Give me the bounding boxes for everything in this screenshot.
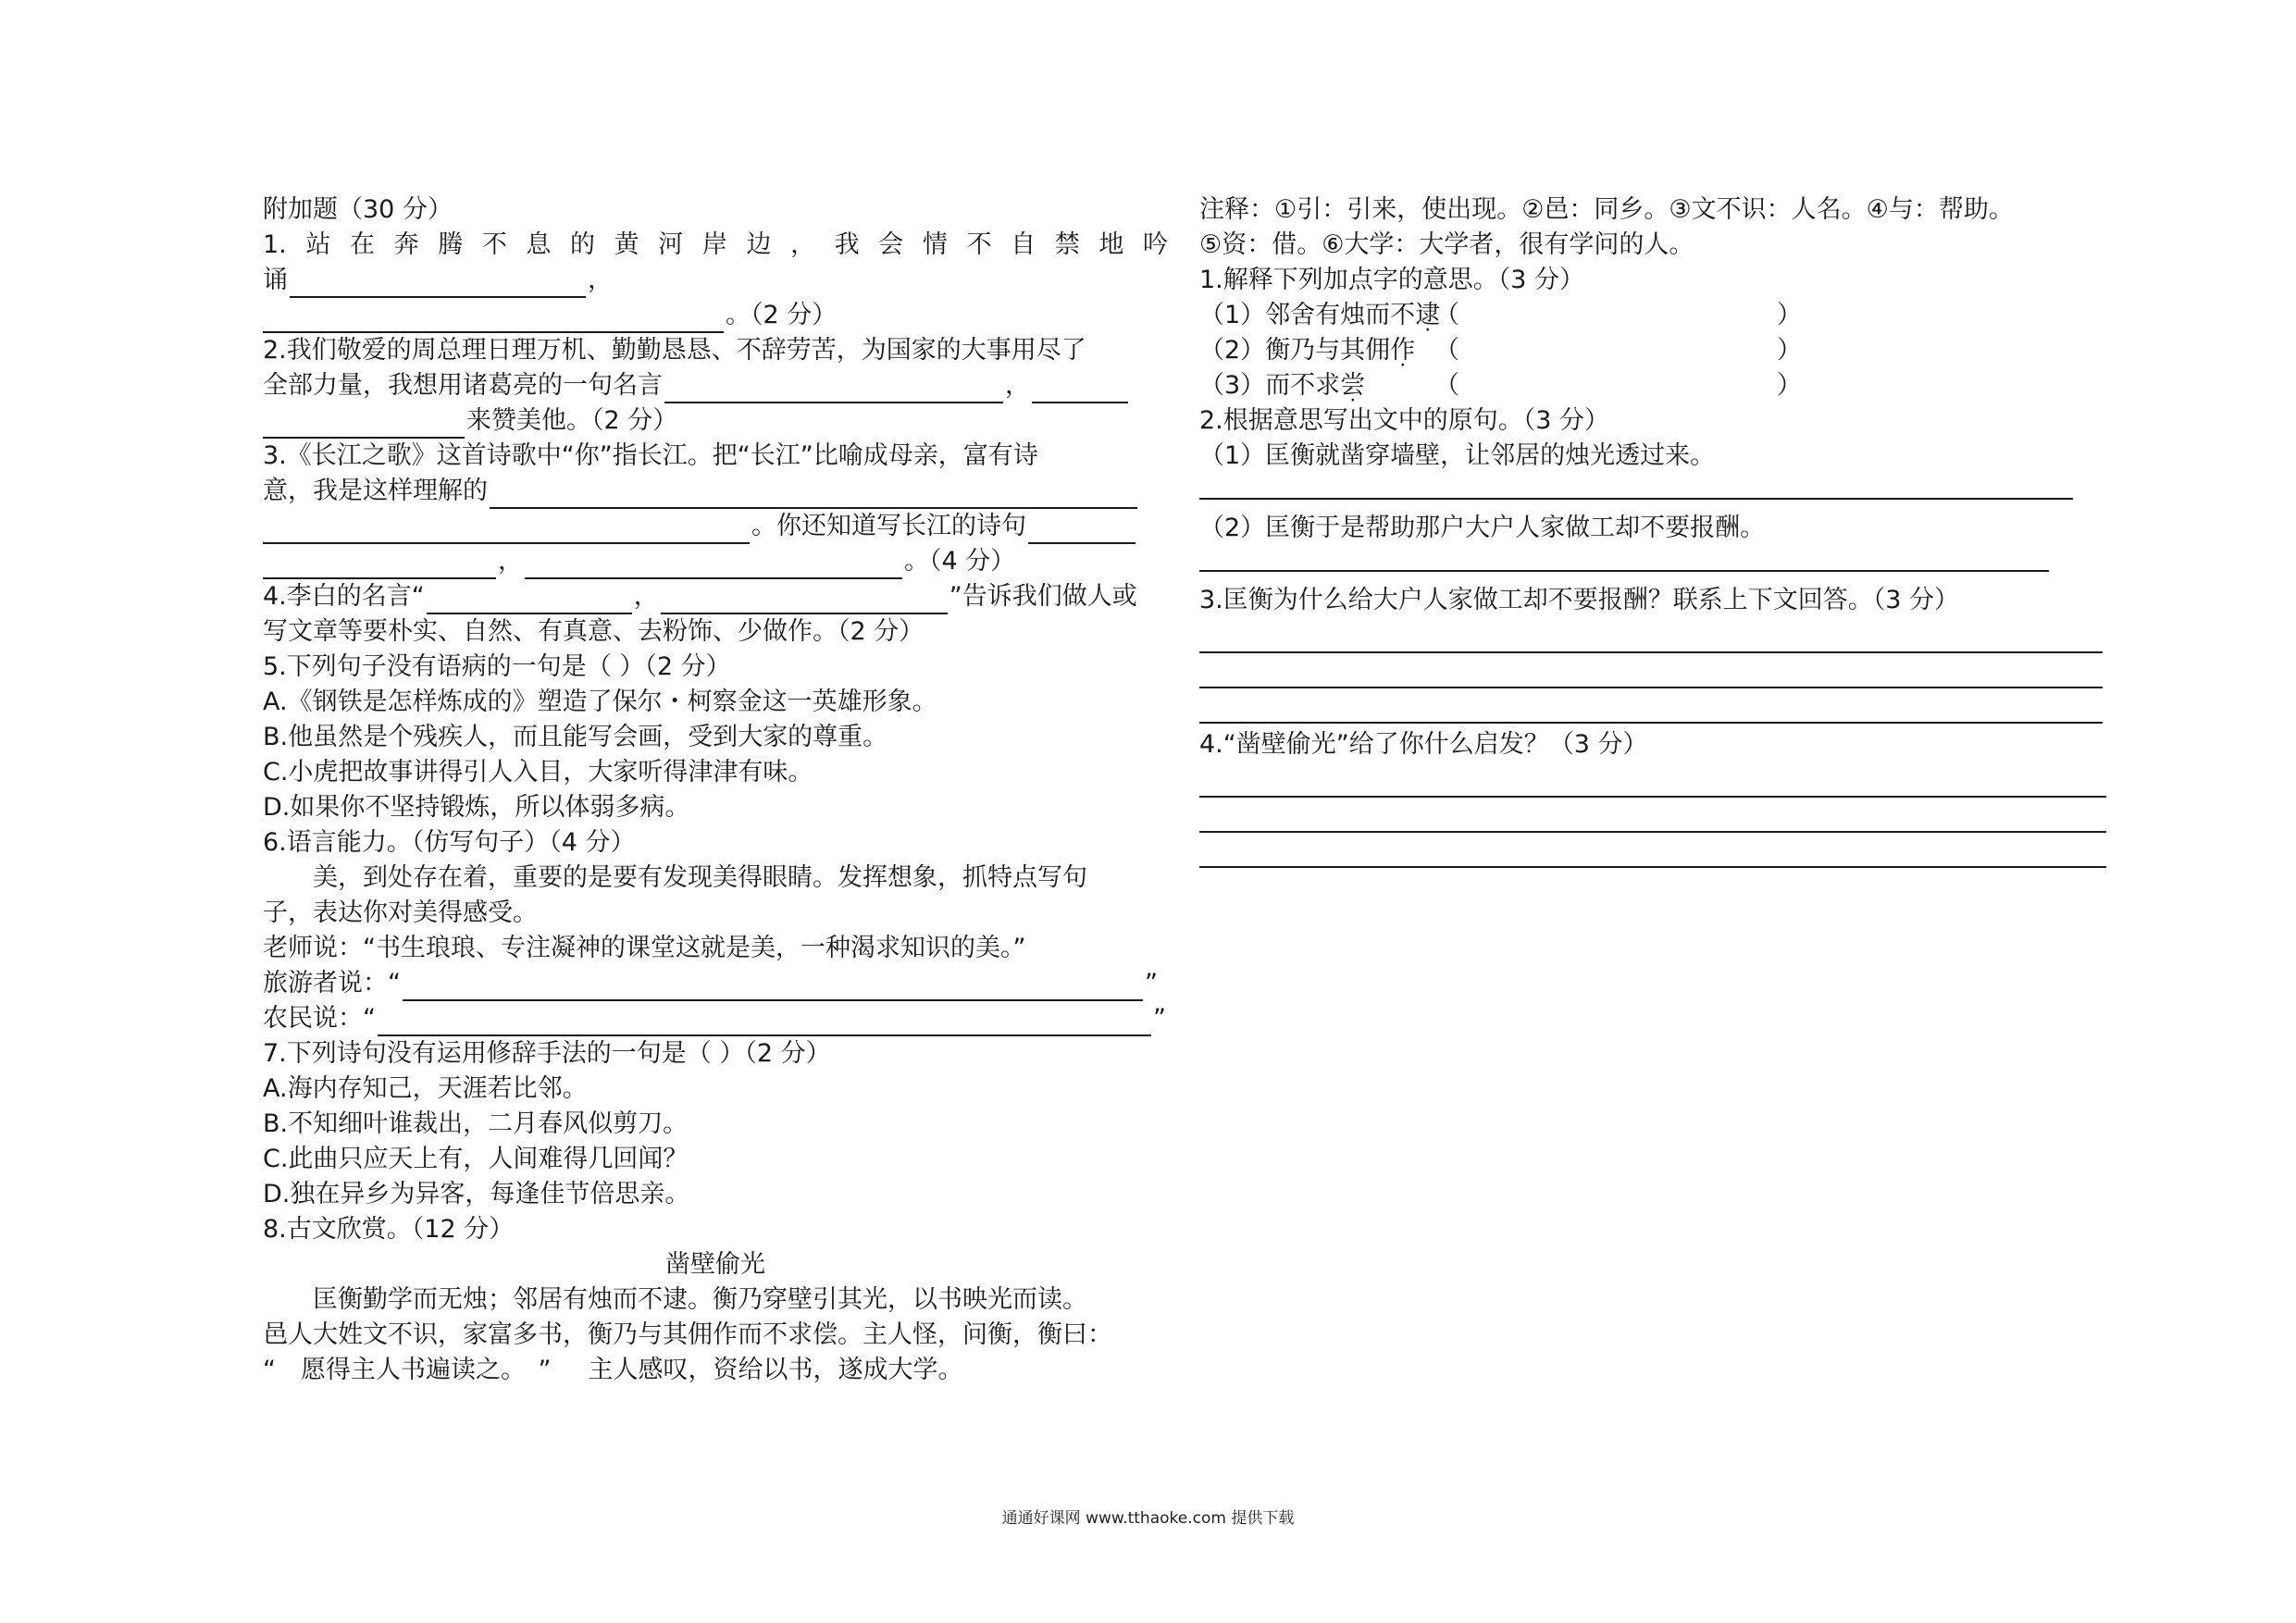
q3-text-2: 。你还知道写长江的诗句 bbox=[751, 512, 1026, 540]
paren-close: ） bbox=[1777, 371, 1802, 400]
poem-line-2: 邑人大姓文不识，家富多书，衡乃与其佣作而不求偿。主人怪，问衡，衡曰： bbox=[263, 1320, 1112, 1349]
q2-line-2 bbox=[263, 368, 1168, 403]
q2-blank-2[interactable] bbox=[1032, 374, 1128, 403]
q6-teacher: 老师说：“书生琅琅、专注凝神的课堂这就是美，一种渴求知识的美。” bbox=[263, 934, 1026, 962]
q5-option-c[interactable]: C.小虎把故事讲得引人入目，大家听得津津有味。 bbox=[263, 758, 813, 787]
r1-item-2 bbox=[1199, 333, 2116, 368]
left-column bbox=[263, 192, 1168, 1388]
q4-text-2: ”告诉我们做人或 bbox=[949, 582, 1137, 611]
q6-prompt-2: 子，表达你对美得感受。 bbox=[263, 898, 538, 927]
q2-blank-1[interactable] bbox=[664, 374, 1003, 403]
q1-blank-2[interactable] bbox=[263, 304, 724, 333]
q6-tourist-blank[interactable] bbox=[403, 972, 1143, 1001]
q5-stem: 5.下列句子没有语病的一句是（ ）（2 分） bbox=[263, 652, 731, 681]
q3-line-2 bbox=[263, 474, 1168, 509]
q1-char: 岸 bbox=[701, 230, 727, 259]
q3-score: 。（4 分） bbox=[904, 547, 1016, 576]
q1-char: 站 bbox=[305, 230, 331, 259]
paren-open: （ bbox=[1434, 336, 1459, 365]
section-heading: 附加题（30 分） bbox=[263, 195, 453, 224]
q1-char: 地 bbox=[1098, 230, 1124, 259]
r2-stem: 2.根据意思写出文中的原句。（3 分） bbox=[1199, 406, 1610, 435]
q2-comma: ， bbox=[1005, 371, 1030, 400]
q1-line-2 bbox=[263, 263, 1168, 298]
q2-line-3 bbox=[263, 403, 1168, 439]
r4-answer-line-3[interactable] bbox=[1199, 833, 2106, 868]
note-line-2: ⑤资：借。⑥大学：大学者，很有学问的人。 bbox=[1199, 230, 1694, 259]
q7-option-a[interactable]: A.海内存知己，天涯若比邻。 bbox=[263, 1074, 588, 1103]
dotted-char: 作 bbox=[1390, 336, 1416, 365]
paren-close: ） bbox=[1777, 336, 1802, 365]
q1-char: 会 bbox=[878, 230, 904, 259]
q6-close-quote: ” bbox=[1153, 1004, 1166, 1033]
dotted-char: 尝 bbox=[1340, 371, 1366, 400]
q4-blank-1[interactable] bbox=[427, 585, 632, 614]
q2-blank-3[interactable] bbox=[263, 409, 465, 439]
r4-stem: 4.“凿壁偷光”给了你什么启发？（3 分） bbox=[1199, 730, 1648, 759]
r1-pre: （3）而不求 bbox=[1199, 371, 1341, 400]
r3-answer-line-2[interactable] bbox=[1199, 653, 2103, 688]
q1-char: 自 bbox=[1011, 230, 1036, 259]
q5-option-a[interactable]: A.《钢铁是怎样炼成的》塑造了保尔・柯察金这一英雄形象。 bbox=[263, 688, 937, 716]
q4-line-1 bbox=[263, 579, 1168, 614]
q4-comma: ， bbox=[633, 582, 659, 611]
q5-option-b[interactable]: B.他虽然是个残疾人，而且能写会画，受到大家的尊重。 bbox=[263, 723, 888, 751]
q3-blank-4[interactable] bbox=[263, 550, 496, 579]
q1-text: 诵 bbox=[263, 266, 288, 294]
q8-stem: 8.古文欣赏。（12 分） bbox=[263, 1215, 515, 1244]
q1-comma: ， bbox=[588, 266, 613, 294]
q6-stem: 6.语言能力。（仿写句子）（4 分） bbox=[263, 828, 636, 857]
poem-quote: “ 愿得主人书遍读之。 ” bbox=[263, 1356, 552, 1384]
r1-item-3 bbox=[1199, 368, 2116, 403]
q3-blank-1[interactable] bbox=[490, 479, 1137, 509]
r2-item-2: （2）匡衡于是帮助那户大户人家做工却不要报酬。 bbox=[1199, 514, 1766, 542]
r1-stem: 1.解释下列加点字的意思。（3 分） bbox=[1199, 266, 1585, 294]
q1-char: 不 bbox=[966, 230, 992, 259]
poem-line-3 bbox=[263, 1353, 1168, 1388]
poem-ending: 主人感叹，资给以书，遂成大学。 bbox=[588, 1356, 963, 1384]
r4-answer-line-2[interactable] bbox=[1199, 798, 2106, 833]
q3-line-4 bbox=[263, 544, 1168, 579]
r3-answer-line-3[interactable] bbox=[1199, 688, 2103, 724]
q1-char: 禁 bbox=[1054, 230, 1080, 259]
q7-option-c[interactable]: C.此曲只应天上有，人间难得几回闻？ bbox=[263, 1145, 689, 1173]
r3-answer-line-1[interactable] bbox=[1199, 618, 2103, 653]
q5-option-d[interactable]: D.如果你不坚持锻炼，所以体弱多病。 bbox=[263, 793, 690, 822]
paren-open: （ bbox=[1434, 371, 1459, 400]
q1-char: 奔 bbox=[393, 230, 419, 259]
q1-char: 我 bbox=[834, 230, 860, 259]
r1-pre: （2）衡乃与其佣 bbox=[1199, 336, 1391, 365]
paren-open: （ bbox=[1434, 301, 1459, 329]
q3-blank-2[interactable] bbox=[263, 514, 750, 544]
q4-line-2: 写文章等要朴实、自然、有真意、去粉饰、少做作。（2 分） bbox=[263, 617, 925, 646]
footer-credit: 通通好课网 www.tthaoke.com 提供下载 bbox=[1001, 1509, 1295, 1528]
r1-item-label bbox=[1199, 333, 1434, 368]
paren-close: ） bbox=[1777, 301, 1802, 329]
q1-char: 的 bbox=[570, 230, 596, 259]
q1-char: 不 bbox=[481, 230, 507, 259]
q1-char: 腾 bbox=[438, 230, 464, 259]
dotted-char: 逮 bbox=[1415, 301, 1441, 329]
q6-farmer-label: 农民说：“ bbox=[263, 1004, 376, 1033]
q6-tourist-label: 旅游者说：“ bbox=[263, 969, 401, 997]
r1-item-label bbox=[1199, 298, 1441, 333]
q2-text: 全部力量，我想用诸葛亮的一句名言 bbox=[263, 371, 663, 400]
right-column bbox=[1199, 192, 2116, 868]
r1-item-1 bbox=[1199, 298, 2116, 333]
q3-line-3 bbox=[263, 509, 1168, 544]
q1-char: 边 bbox=[746, 230, 772, 259]
q3-blank-3[interactable] bbox=[1028, 514, 1136, 544]
q2-score: 来赞美他。（2 分） bbox=[466, 406, 678, 435]
q1-char: 黄 bbox=[614, 230, 639, 259]
r2-answer-line-2[interactable] bbox=[1199, 546, 2049, 572]
q6-farmer-blank[interactable] bbox=[378, 1007, 1151, 1036]
q7-option-d[interactable]: D.独在异乡为异客，每逢佳节倍思亲。 bbox=[263, 1180, 690, 1208]
r1-pre: （1）邻舍有烛而不 bbox=[1199, 301, 1416, 329]
q1-char: 吟 bbox=[1142, 230, 1168, 259]
q4-blank-2[interactable] bbox=[661, 585, 948, 614]
note-line-1: 注释：①引：引来，使出现。②邑：同乡。③文不识：人名。④与：帮助。 bbox=[1199, 195, 2014, 224]
q1-score: 。（2 分） bbox=[726, 301, 838, 329]
q6-prompt-1: 美，到处存在着，重要的是要有发现美得眼睛。发挥想象，抓特点写句 bbox=[313, 863, 1087, 892]
q1-char: ， bbox=[790, 230, 816, 259]
r3-stem: 3.匡衡为什么给大户人家做工却不要报酬？联系上下文回答。（3 分） bbox=[1199, 586, 1960, 614]
poem-line-1: 匡衡勤学而无烛；邻居有烛而不逮。衡乃穿壁引其光，以书映光而读。 bbox=[313, 1285, 1087, 1314]
q1-char: 1. bbox=[263, 230, 287, 259]
r2-item-1: （1）匡衡就凿穿墙壁，让邻居的烛光透过来。 bbox=[1199, 441, 1716, 470]
q6-farmer-line bbox=[263, 1001, 1168, 1036]
q2-line-1: 2.我们敬爱的周总理日理万机、勤勤恳恳、不辞劳苦，为国家的大事用尽了 bbox=[263, 336, 1086, 365]
q6-close-quote: ” bbox=[1145, 969, 1158, 997]
r2-answer-line-1[interactable] bbox=[1199, 474, 2073, 500]
q3-line-1: 3.《长江之歌》这首诗歌中“你”指长江。把“长江”比喻成母亲，富有诗 bbox=[263, 441, 1038, 470]
q1-line-3 bbox=[263, 298, 1168, 333]
q6-tourist-line bbox=[263, 966, 1168, 1001]
q7-stem: 7.下列诗句没有运用修辞手法的一句是（ ）（2 分） bbox=[263, 1039, 831, 1068]
q1-line-1 bbox=[263, 228, 1168, 263]
q4-text: 4.李白的名言“ bbox=[263, 582, 425, 611]
r4-answer-line-1[interactable] bbox=[1199, 762, 2106, 798]
q1-char: 在 bbox=[349, 230, 375, 259]
q1-char: 情 bbox=[922, 230, 948, 259]
q3-comma: ， bbox=[498, 547, 523, 576]
q1-char: 河 bbox=[658, 230, 684, 259]
q1-blank-1[interactable] bbox=[290, 268, 586, 298]
poem-title: 凿壁偷光 bbox=[665, 1250, 765, 1279]
q7-option-b[interactable]: B.不知细叶谁裁出，二月春风似剪刀。 bbox=[263, 1109, 689, 1138]
q3-text: 意，我是这样理解的 bbox=[263, 477, 488, 505]
q1-char: 息 bbox=[526, 230, 552, 259]
q3-blank-5[interactable] bbox=[525, 550, 902, 579]
